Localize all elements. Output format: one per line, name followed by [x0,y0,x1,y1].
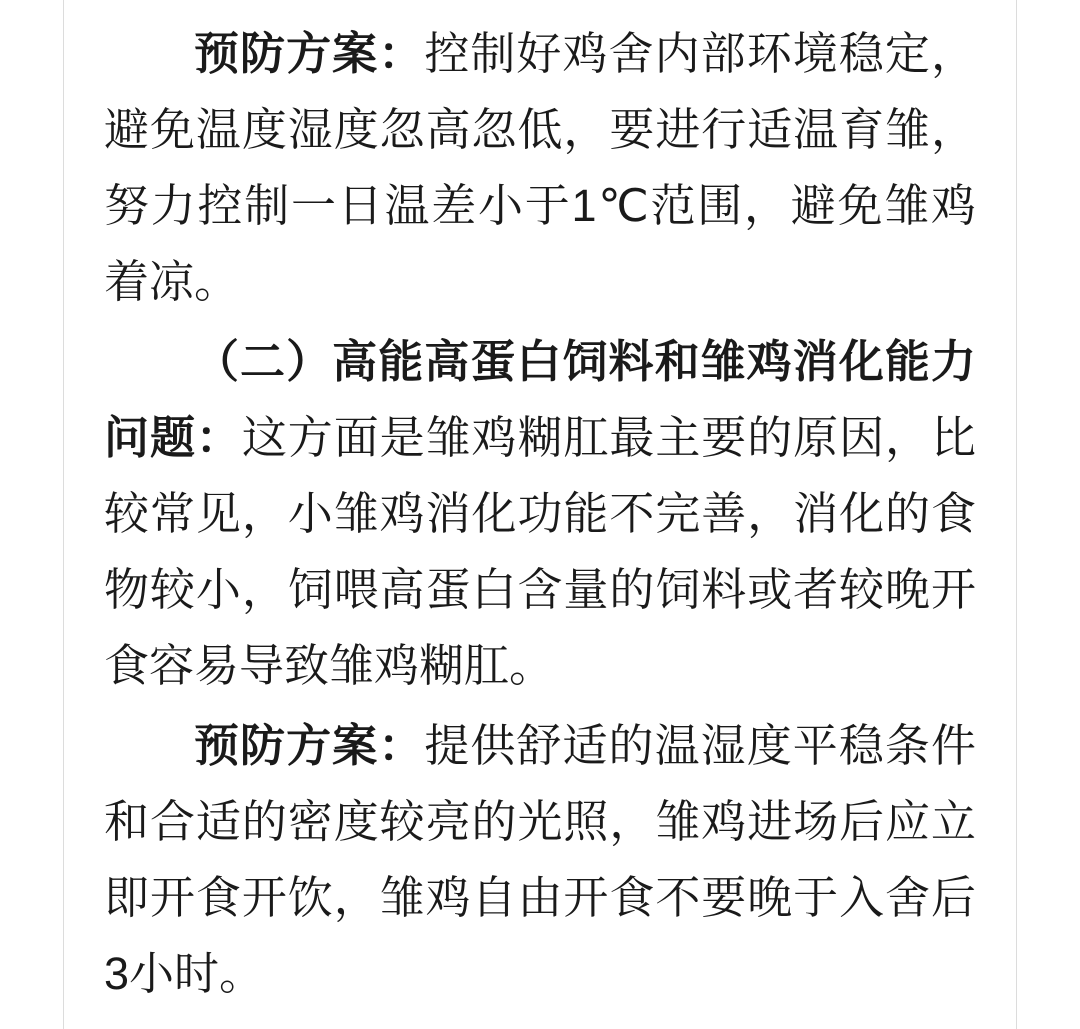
paragraph-prevention-2 [104,708,976,1012]
paragraph-lead: 预防方案： [194,28,425,79]
paragraph-text: 提供舒适的温湿度平稳条件和合适的密度较亮的光照，雏鸡进场后应立即开食开饮，雏鸡自由开食不要晚于入舍后3小时。 [104,720,976,999]
paragraph-section-two [104,324,976,704]
document-body [64,0,1016,1029]
column-rule-right [1016,0,1017,1029]
paragraph-lead: 预防方案： [194,720,425,771]
paragraph-prevention-1 [104,16,976,320]
paragraph-text: 这方面是雏鸡糊肛最主要的原因，比较常见，小雏鸡消化功能不完善，消化的食物较小，饲喂高蛋白含量的饲料或者较晚开食容易导致雏鸡糊肛。 [104,412,976,691]
paragraph-text: 控制好鸡舍内部环境稳定，避免温度湿度忽高忽低，要进行适温育雏，努力控制一日温差小于1℃范围，避免雏鸡着凉。 [104,28,976,307]
section-heading: （二）高能高蛋白饲料和雏鸡消化能力问题： [104,336,976,463]
